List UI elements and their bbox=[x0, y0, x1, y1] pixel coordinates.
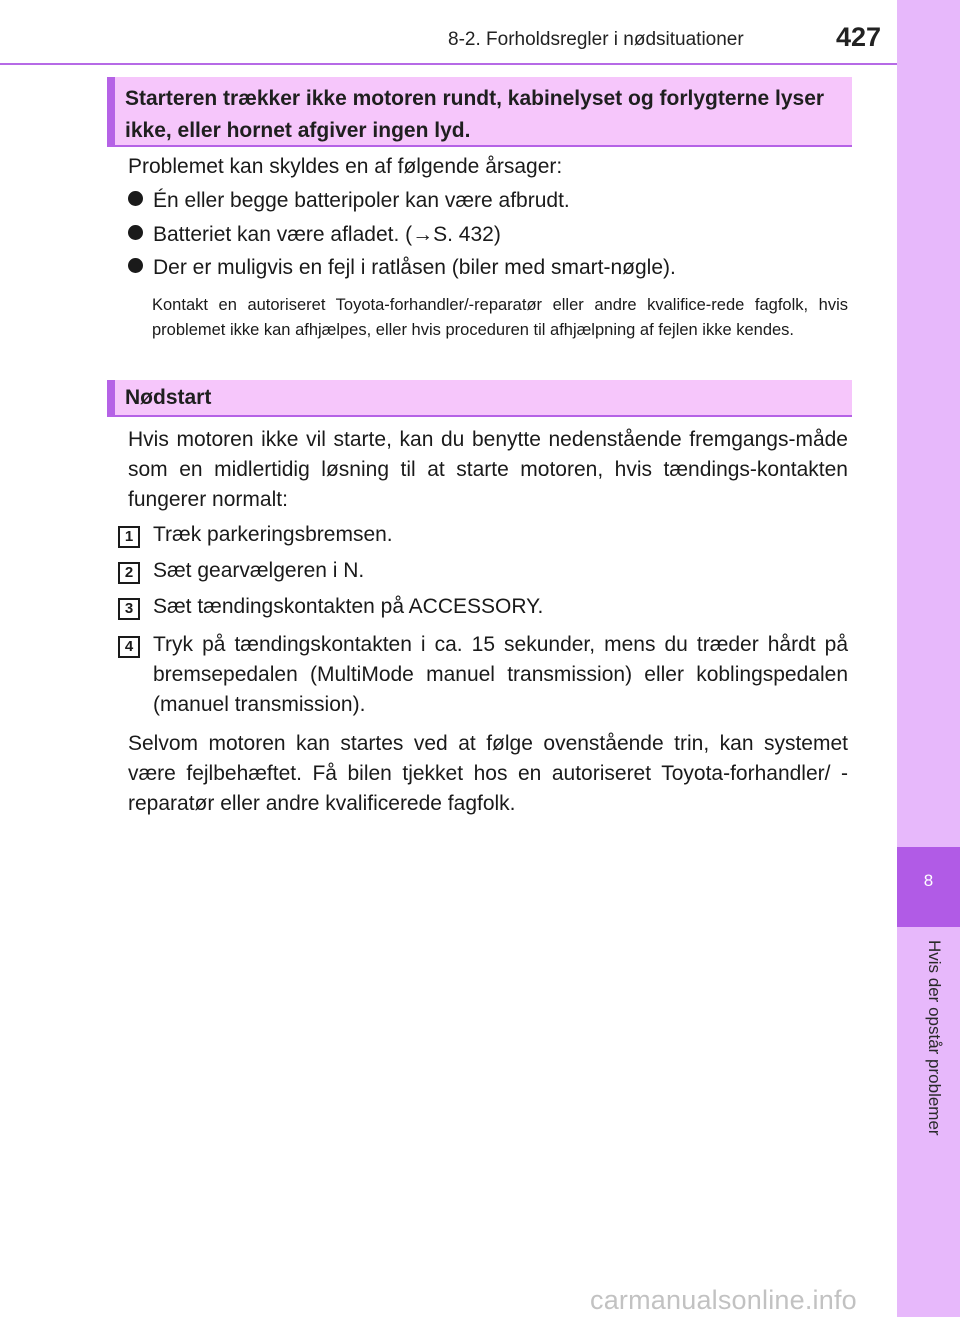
list-item bbox=[128, 220, 501, 250]
step-text: Træk parkeringsbremsen. bbox=[153, 523, 393, 546]
section-header: 8-2. Forholdsregler i nødsituationer bbox=[448, 29, 744, 50]
bullet-text: Batteriet kan være afladet. (→S. 432) bbox=[153, 223, 501, 246]
header-divider bbox=[0, 63, 897, 65]
chapter-title: Hvis der opstår problemer bbox=[925, 940, 944, 1136]
list-item bbox=[128, 186, 570, 216]
dealer-note: Kontakt en autoriseret Toyota-forhandler/-reparatør eller andre kvalifice-rede fagfolk, hvis problemet ikke kan afhjælpes, eller hvis proceduren til afhjælpning af fejlen ikke kendes. bbox=[152, 296, 848, 339]
chapter-tab[interactable] bbox=[897, 847, 960, 927]
step-text: Sæt gearvælgeren i N. bbox=[153, 559, 365, 582]
emergency-intro: Hvis motoren ikke vil starte, kan du benytte nedenstående fremgangs-måde som en midlertidig løsning til at starte motoren, hvis tændings-kontakten fungerer normalt: bbox=[128, 428, 848, 511]
step-text: Tryk på tændingskontakten i ca. 15 sekunder, mens du træder hårdt på bremsepedalen (MultiMode manuel transmission) eller koblingspedalen (manuel transmission). bbox=[153, 633, 848, 716]
bullet-text: Én eller begge batteripoler kan være afbrudt. bbox=[153, 189, 570, 212]
watermark: carmanualsonline.info bbox=[590, 1285, 857, 1315]
step-number-badge: 3 bbox=[118, 598, 140, 620]
chapter-number: 8 bbox=[923, 871, 934, 890]
step-number-badge: 2 bbox=[118, 562, 140, 584]
closing-paragraph: Selvom motoren kan startes ved at følge ovenstående trin, kan systemet være fejlbehæftet. Få bilen tjekket hos en autoriseret Toyota-forhandler/ -reparatør eller andre kvalificerede fagfolk. bbox=[128, 732, 848, 815]
step-number-badge: 1 bbox=[118, 526, 140, 548]
bullet-icon bbox=[128, 191, 143, 206]
causes-intro: Problemet kan skyldes en af følgende årsager: bbox=[128, 155, 563, 178]
page-number: 427 bbox=[836, 22, 882, 52]
section-heading-emergency-start: Nødstart bbox=[107, 380, 852, 417]
bullet-icon bbox=[128, 225, 143, 240]
section-heading-starter: Starteren trækker ikke motoren rundt, kabinelyset og forlygterne lyser ikke, eller hornet afgiver ingen lyd. bbox=[107, 77, 852, 147]
step-number-badge: 4 bbox=[118, 636, 140, 658]
bullet-icon bbox=[128, 258, 143, 273]
list-item bbox=[128, 253, 676, 283]
step-text: Sæt tændingskontakten på ACCESSORY. bbox=[153, 595, 544, 618]
bullet-text: Der er muligvis en fejl i ratlåsen (biler med smart-nøgle). bbox=[153, 256, 676, 279]
